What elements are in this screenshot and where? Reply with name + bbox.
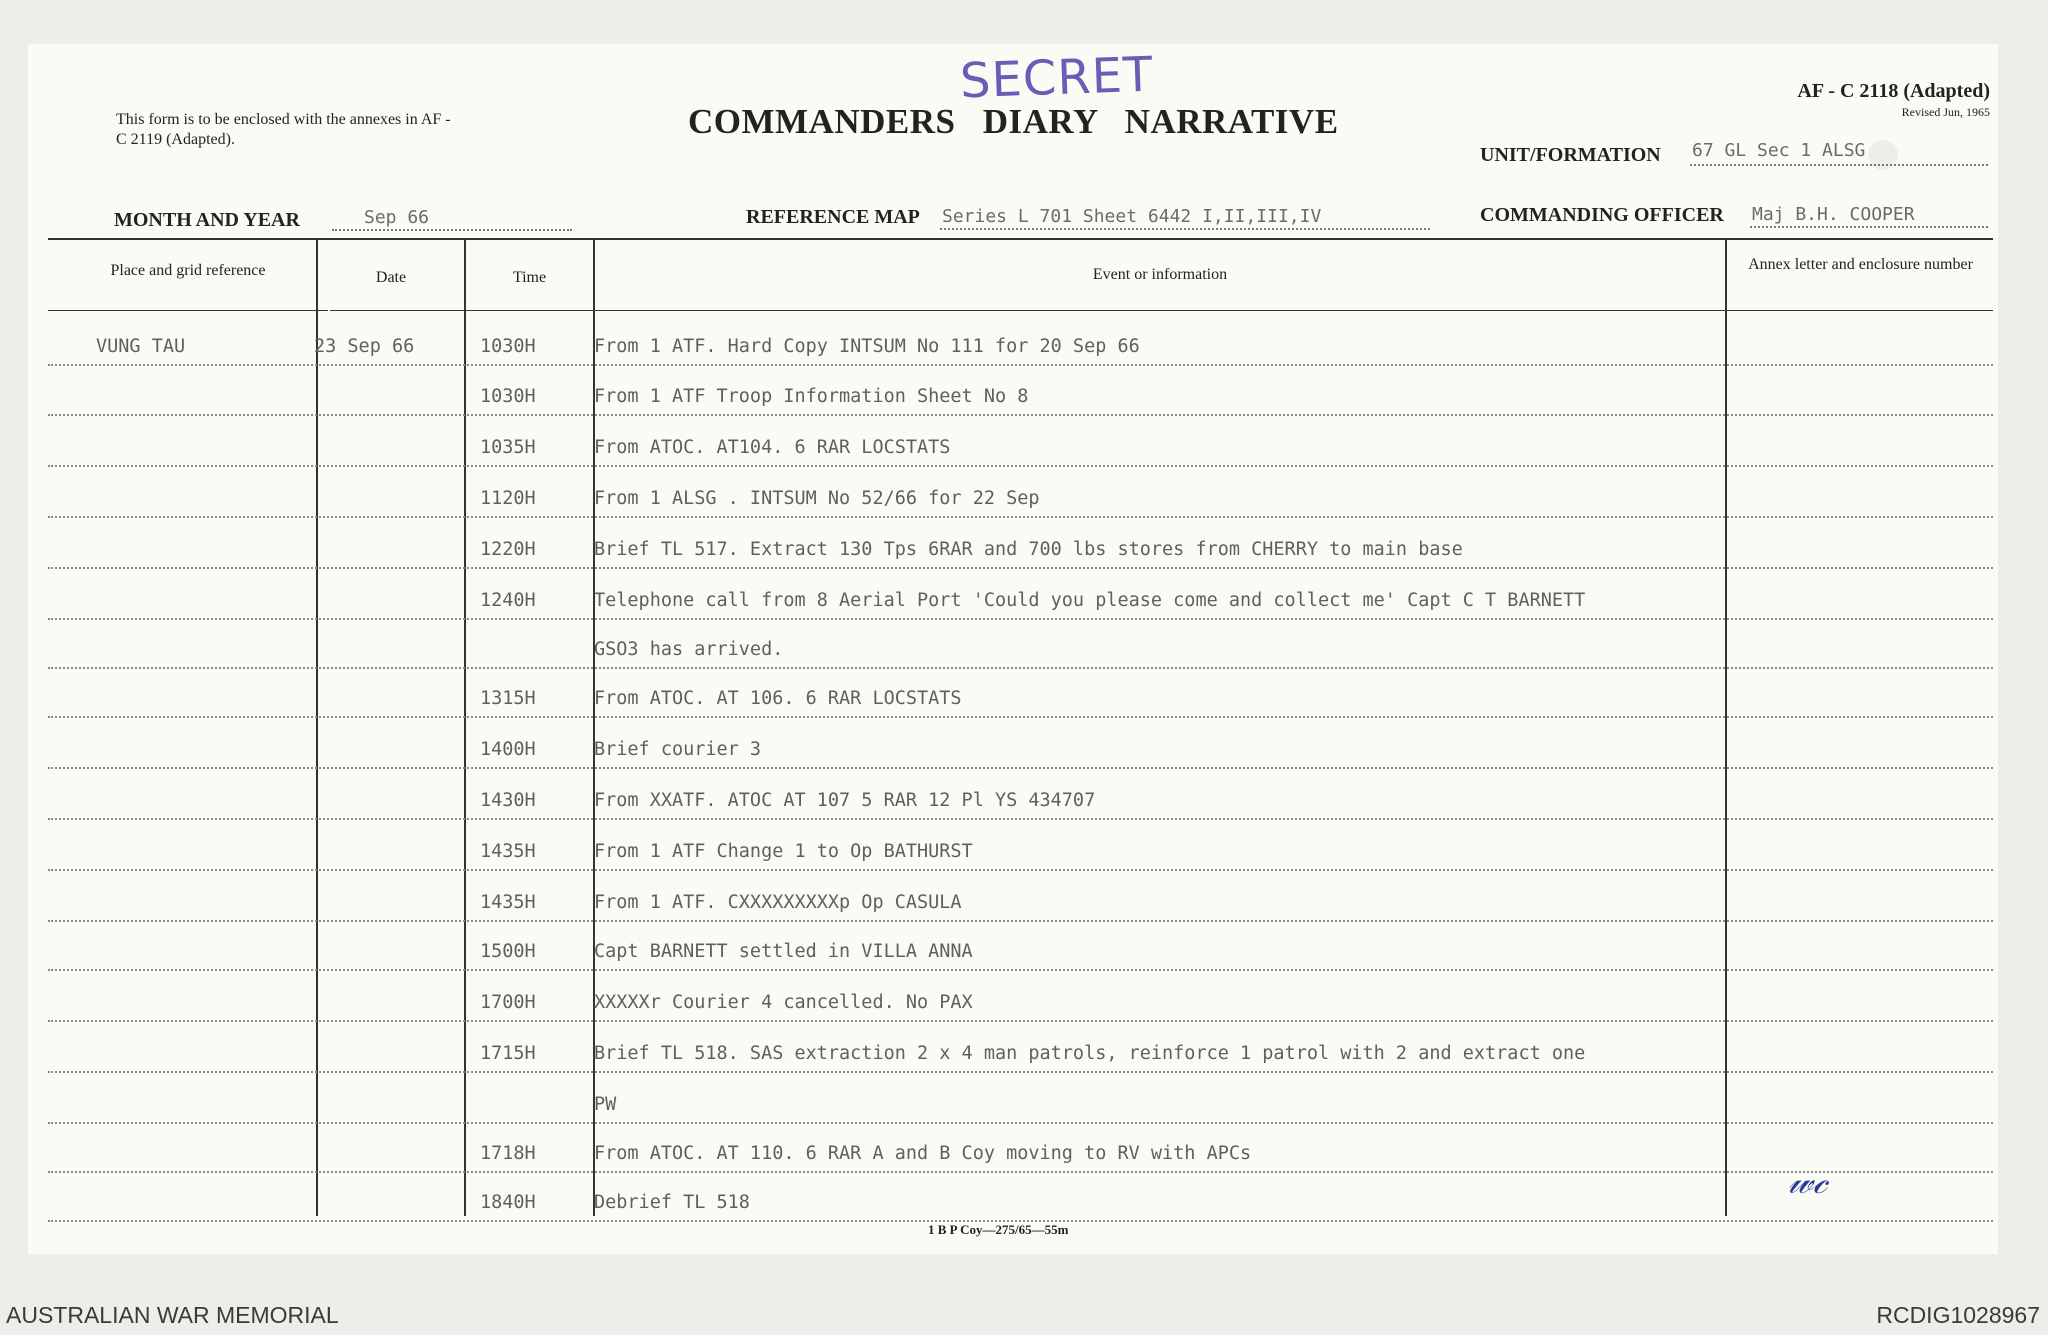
diary-sheet — [28, 44, 1998, 1254]
form-number-block — [1797, 80, 1990, 120]
map-label: REFERENCE MAP — [746, 206, 920, 228]
row-event: From ATOC. AT104. 6 RAR LOCSTATS — [594, 437, 951, 458]
printer-imprint: 1 B P Coy—275/65—55m — [928, 1222, 1069, 1237]
header-rule-rest — [330, 310, 1993, 311]
row-time: 1500H — [480, 941, 536, 962]
col-divider-4 — [1725, 239, 1727, 1216]
archive-label-right: RCDIG1028967 — [1876, 1302, 2040, 1328]
row-event: Brief TL 517. Extract 130 Tps 6RAR and 700 lbs stores from CHERRY to main base — [594, 539, 1463, 560]
row-event: Capt BARNETT settled in VILLA ANNA — [594, 941, 973, 962]
row-dotline — [48, 567, 1993, 569]
row-time: 1700H — [480, 992, 536, 1013]
row-dotline — [48, 364, 1993, 366]
row-time: 1220H — [480, 539, 536, 560]
row-place: VUNG TAU — [96, 336, 186, 357]
row-dotline — [48, 1171, 1993, 1173]
col-divider-2 — [464, 239, 466, 1216]
co-label: COMMANDING OFFICER — [1480, 204, 1724, 226]
row-date: 23 Sep 66 — [314, 336, 415, 357]
row-event: Debrief TL 518 — [594, 1192, 750, 1213]
month-dotline — [332, 229, 572, 231]
row-dotline — [48, 414, 1993, 416]
row-time: 1840H — [480, 1192, 536, 1213]
row-time: 1435H — [480, 892, 536, 913]
row-dotline — [48, 716, 1993, 718]
row-dotline — [48, 516, 1993, 518]
row-dotline — [48, 1122, 1993, 1124]
col-header-event: Event or information — [1092, 266, 1228, 283]
month-label: MONTH AND YEAR — [114, 209, 300, 231]
col-divider-1 — [316, 239, 318, 1216]
row-time: 1030H — [480, 336, 536, 357]
map-dotline — [940, 228, 1430, 230]
row-time: 1400H — [480, 739, 536, 760]
row-event: From XXATF. ATOC AT 107 5 RAR 12 Pl YS 434707 — [594, 790, 1096, 811]
row-event: From 1 ATF Troop Information Sheet No 8 — [594, 386, 1029, 407]
row-event: XXXXXr Courier 4 cancelled. No PAX — [594, 992, 973, 1013]
col-header-place: Place and grid reference — [110, 262, 266, 279]
row-event: From 1 ATF. Hard Copy INTSUM No 111 for 20 Sep 66 — [594, 336, 1140, 357]
row-event: From 1 ATF. CXXXXXXXXXp Op CASULA — [594, 892, 962, 913]
form-title: COMMANDERS DIARY NARRATIVE — [688, 102, 1339, 141]
col-header-date: Date — [375, 269, 407, 286]
row-time: 1035H — [480, 437, 536, 458]
row-event: PW — [594, 1094, 617, 1115]
row-event: From 1 ATF Change 1 to Op BATHURST — [594, 841, 973, 862]
row-event: Brief TL 518. SAS extraction 2 x 4 man patrols, reinforce 1 patrol with 2 and extract one — [594, 1043, 1586, 1064]
row-time: 1315H — [480, 688, 536, 709]
co-dotline — [1750, 226, 1988, 228]
row-event: GSO3 has arrived. — [594, 639, 784, 660]
secret-stamp: SECRET — [959, 46, 1155, 110]
row-time: 1715H — [480, 1043, 536, 1064]
row-dotline — [48, 618, 1993, 620]
unit-value: 67 GL Sec 1 ALSG — [1692, 140, 1866, 161]
map-value: Series L 701 Sheet 6442 I,II,III,IV — [942, 206, 1322, 227]
row-event: Telephone call from 8 Aerial Port 'Could you please come and collect me' Capt C T BARNETT — [594, 590, 1586, 611]
table-top-rule — [48, 238, 1993, 240]
col-header-time: Time — [512, 269, 547, 286]
row-dotline — [48, 465, 1993, 467]
header-rule-place — [48, 310, 328, 311]
row-dotline — [48, 1071, 1993, 1073]
row-dotline — [48, 969, 1993, 971]
row-event: Brief courier 3 — [594, 739, 762, 760]
row-dotline — [48, 818, 1993, 820]
month-value: Sep 66 — [364, 207, 430, 228]
row-time: 1120H — [480, 488, 536, 509]
enclosure-note: This form is to be enclosed with the annexes in AF - C 2119 (Adapted). — [116, 111, 451, 148]
row-time: 1240H — [480, 590, 536, 611]
unit-dotline — [1690, 164, 1988, 166]
row-time: 1718H — [480, 1143, 536, 1164]
row-event: From ATOC. AT 106. 6 RAR LOCSTATS — [594, 688, 962, 709]
row-event: From 1 ALSG . INTSUM No 52/66 for 22 Sep — [594, 488, 1040, 509]
col-header-annex: Annex letter and enclosure number — [1748, 256, 1973, 273]
row-event: From ATOC. AT 110. 6 RAR A and B Coy moving to RV with APCs — [594, 1143, 1252, 1164]
row-time: 1430H — [480, 790, 536, 811]
row-time: 1030H — [480, 386, 536, 407]
row-dotline — [48, 1020, 1993, 1022]
form-number: AF - C 2118 (Adapted) — [1797, 80, 1990, 102]
row-dotline — [48, 667, 1993, 669]
co-value: Maj B.H. COOPER — [1752, 204, 1915, 225]
row-dotline — [48, 767, 1993, 769]
initials-signature: 𝓌𝒸 — [1788, 1161, 1828, 1202]
row-dotline — [48, 869, 1993, 871]
revised-date: Revised Jun, 1965 — [1901, 105, 1990, 119]
row-time: 1435H — [480, 841, 536, 862]
unit-label: UNIT/FORMATION — [1480, 144, 1661, 166]
archive-label-left: AUSTRALIAN WAR MEMORIAL — [6, 1302, 339, 1328]
row-dotline — [48, 920, 1993, 922]
